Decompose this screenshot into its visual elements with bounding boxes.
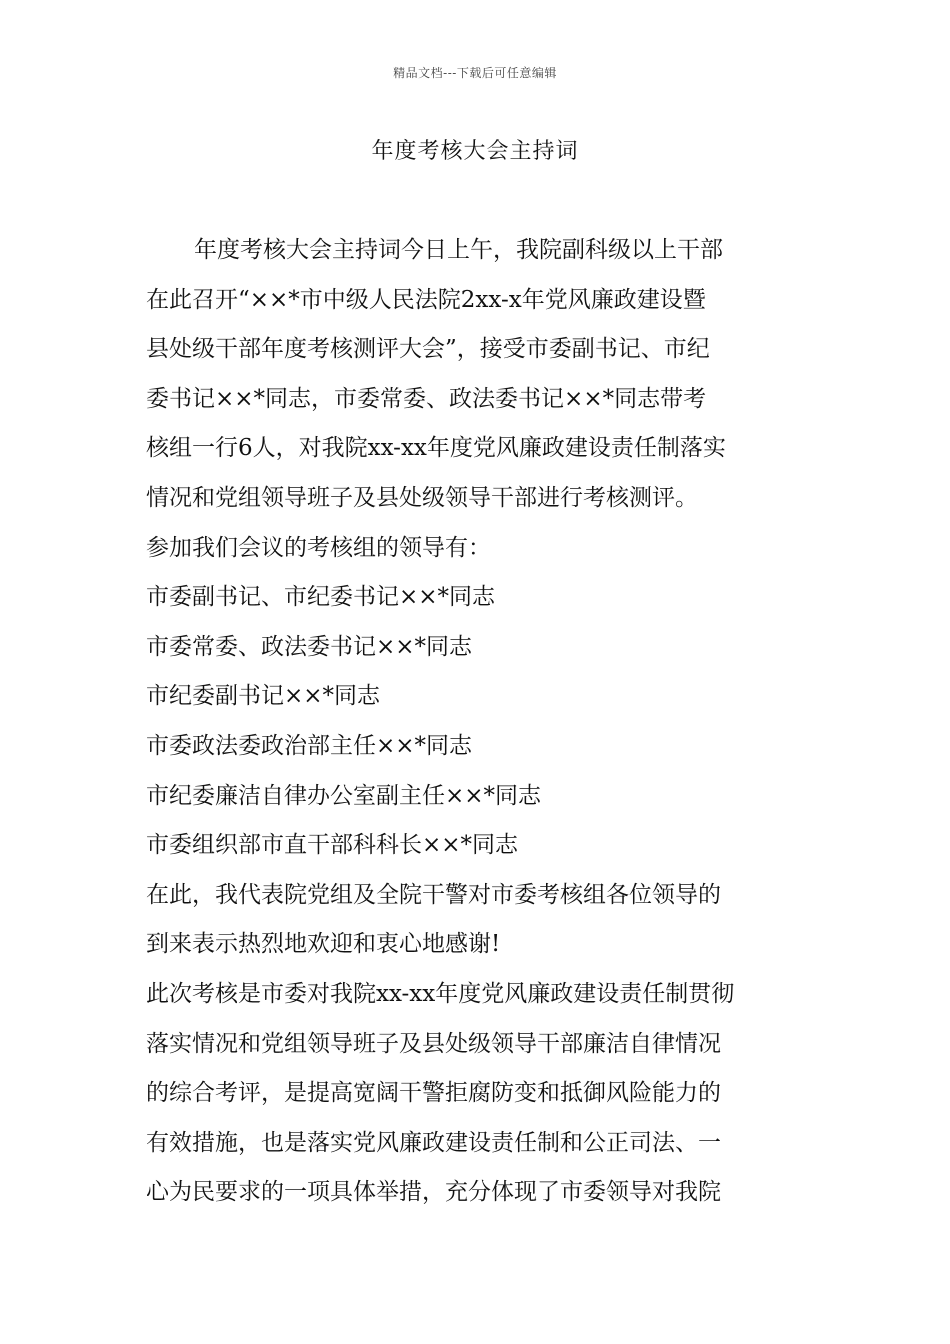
text-line: 在此召开“××*市中级人民法院2xx-x年党风廉政建设暨 (146, 286, 706, 313)
text-line: 情况和党组领导班子及县处级领导干部进行考核测评。 (146, 484, 698, 511)
text-line: 市纪委副书记××*同志 (146, 683, 381, 710)
text-line: 委书记××*同志，市委常委、政法委书记××*同志带考 (146, 385, 707, 412)
text-line: 的综合考评，是提高宽阔干警拒腐防变和抵御风险能力的 (146, 1080, 721, 1107)
text-line: 县处级干部年度考核测评大会”，接受市委副书记、市纪 (146, 336, 710, 363)
document-title: 年度考核大会主持词 (371, 139, 579, 164)
text-line: 市纪委廉洁自律办公室副主任××*同志 (146, 782, 542, 809)
text-line: 市委组织部市直干部科科长××*同志 (146, 832, 519, 859)
text-line: 心为民要求的一项具体举措，充分体现了市委领导对我院 (146, 1179, 721, 1206)
text-line: 核组一行6人，对我院xx-xx年度党风廉政建设责任制落实 (146, 435, 726, 462)
text-line: 到来表示热烈地欢迎和衷心地感谢! (146, 931, 501, 958)
text-line: 在此，我代表院党组及全院干警对市委考核组各位领导的 (146, 881, 721, 908)
text-line: 年度考核大会主持词今日上午，我院副科级以上干部 (194, 237, 723, 263)
document-body (146, 226, 810, 1218)
text-line: 此次考核是市委对我院xx-xx年度党风廉政建设责任制贯彻 (146, 980, 735, 1007)
text-line: 参加我们会议的考核组的领导有： (146, 534, 491, 561)
text-line: 市委政法委政治部主任××*同志 (146, 732, 473, 759)
text-line: 有效措施，也是落实党风廉政建设责任制和公正司法、一 (146, 1129, 721, 1156)
text-line: 市委常委、政法委书记××*同志 (146, 633, 473, 660)
text-line: 市委副书记、市纪委书记××*同志 (146, 584, 496, 611)
header-note: 精品文档---下载后可任意编辑 (393, 66, 557, 80)
text-line: 落实情况和党组领导班子及县处级领导干部廉洁自律情况 (146, 1030, 721, 1057)
